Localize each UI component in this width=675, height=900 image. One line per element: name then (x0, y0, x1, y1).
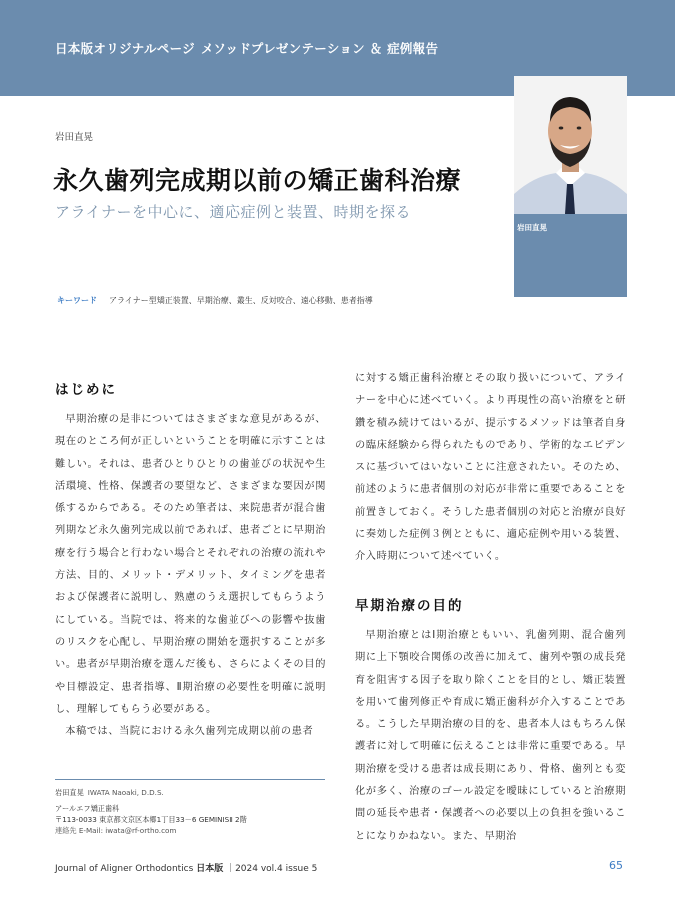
article-title: 永久歯列完成期以前の矯正歯科治療 (53, 166, 462, 195)
author-info-address: 〒113-0033 東京都文京区本郷1丁目33－6 GEMINISⅡ 2階 (55, 815, 247, 824)
author-portrait-image (514, 76, 627, 214)
page-number: 65 (609, 859, 623, 872)
author-photo (514, 76, 627, 214)
author-name: 岩田直晃 (55, 132, 94, 143)
body-column-right (355, 368, 626, 569)
article-subtitle: アライナーを中心に、適応症例と装置、時期を探る (55, 203, 412, 221)
author-info-clinic: アールエフ矯正歯科 (55, 804, 120, 813)
purpose-paragraph-1: 早期治療とはⅠ期治療ともいい、乳歯列期、混合歯列期に上下顎咬合関係の改善に加えて、歯列や顎の成長発育を阻害する因子を取り除くことを目的とし、矯正装置を用いて歯列修正や育成に矯正歯科が介入することである。こうした早期治療の目的を、患者本人はもちろん保護者に対して明確に伝えることは非常に重要である。早期治療を受ける患者は成長期にあり、骨格、歯列とも変化が多く、治療のゴール設定を曖昧にしていると治療期間の延長や患者・保護者への必要以上の負担を強いることになりかねない。また、早期治 (355, 630, 626, 842)
purpose-column (355, 625, 626, 848)
photo-caption: 岩田直晃 (517, 223, 547, 232)
footer-journal: Journal of Aligner Orthodontics (55, 864, 194, 874)
banner-section: メソッドプレゼンテーション ＆ 症例報告 (200, 41, 439, 56)
author-info-name-line (55, 787, 247, 798)
journal-footer (55, 861, 317, 874)
section-label (55, 39, 438, 57)
intro-heading: はじめに (55, 382, 117, 398)
keywords-label: キーワード (57, 296, 97, 305)
banner-label: 日本版オリジナルページ (55, 41, 195, 56)
intro-paragraph-1: 早期治療の是非についてはさまざまな意見があるが、現在のところ何が正しいということを明確に示すことは難しい。それは、患者ひとりひとりの歯並びの状況や生活環境、性格、保護者の要望など、さまざまな要因が関係するからである。そのため筆者は、来院患者が混合歯列期など永久歯列完成以前であれば、患者ごとに早期治療を行う場合と行わない場合とそれぞれの治療の流れや方法、目的、メリット・デメリット、タイミングを患者および保護者に説明し、熟慮のうえ選択してもらうようにしている。当院では、将来的な歯並びへの影響や抜歯のリスクを心配し、早期治療の開始を選択することが多い。患者が早期治療を選んだ後も、さらによくその目的や目標設定、患者指導、Ⅱ期治療の必要性を明確に説明し、理解してもらう必要がある。 (55, 414, 326, 715)
author-info-contact: 連絡先 E-Mail: iwata@rf-ortho.com (55, 826, 177, 835)
author-info-name-jp: 岩田直晃 (55, 788, 84, 797)
keywords-text: アライナー型矯正装置、早期治療、叢生、反対咬合、遠心移動、患者指導 (109, 296, 373, 305)
author-info-divider (55, 779, 325, 780)
purpose-heading: 早期治療の目的 (355, 598, 464, 614)
footer-issue: ｜2024 vol.4 issue 5 (226, 864, 318, 874)
author-info (55, 787, 247, 836)
keywords (57, 295, 373, 306)
intro-paragraph-2-continued: に対する矯正歯科治療とその取り扱いについて、アライナーを中心に述べていく。より再現性の高い治療をと研鑽を積み続けてはいるが、提示するメソッドは筆者自身の臨床経験から得られたものであり、学術的なエビデンスに基づいてはいないことに注意されたい。そのため、前述のように患者個別の対応が非常に重要であることを前置きしておく。そうした患者個別の対応と治療が良好に奏効した症例３例とともに、適応症例や用いる装置、介入時期について述べていく。 (355, 373, 626, 563)
body-column-left (55, 409, 326, 743)
author-info-name-en: IWATA Naoaki, D.D.S. (87, 788, 164, 797)
intro-paragraph-2: 本稿では、当院における永久歯列完成期以前の患者 (65, 726, 314, 738)
footer-edition: 日本版 (196, 864, 224, 874)
